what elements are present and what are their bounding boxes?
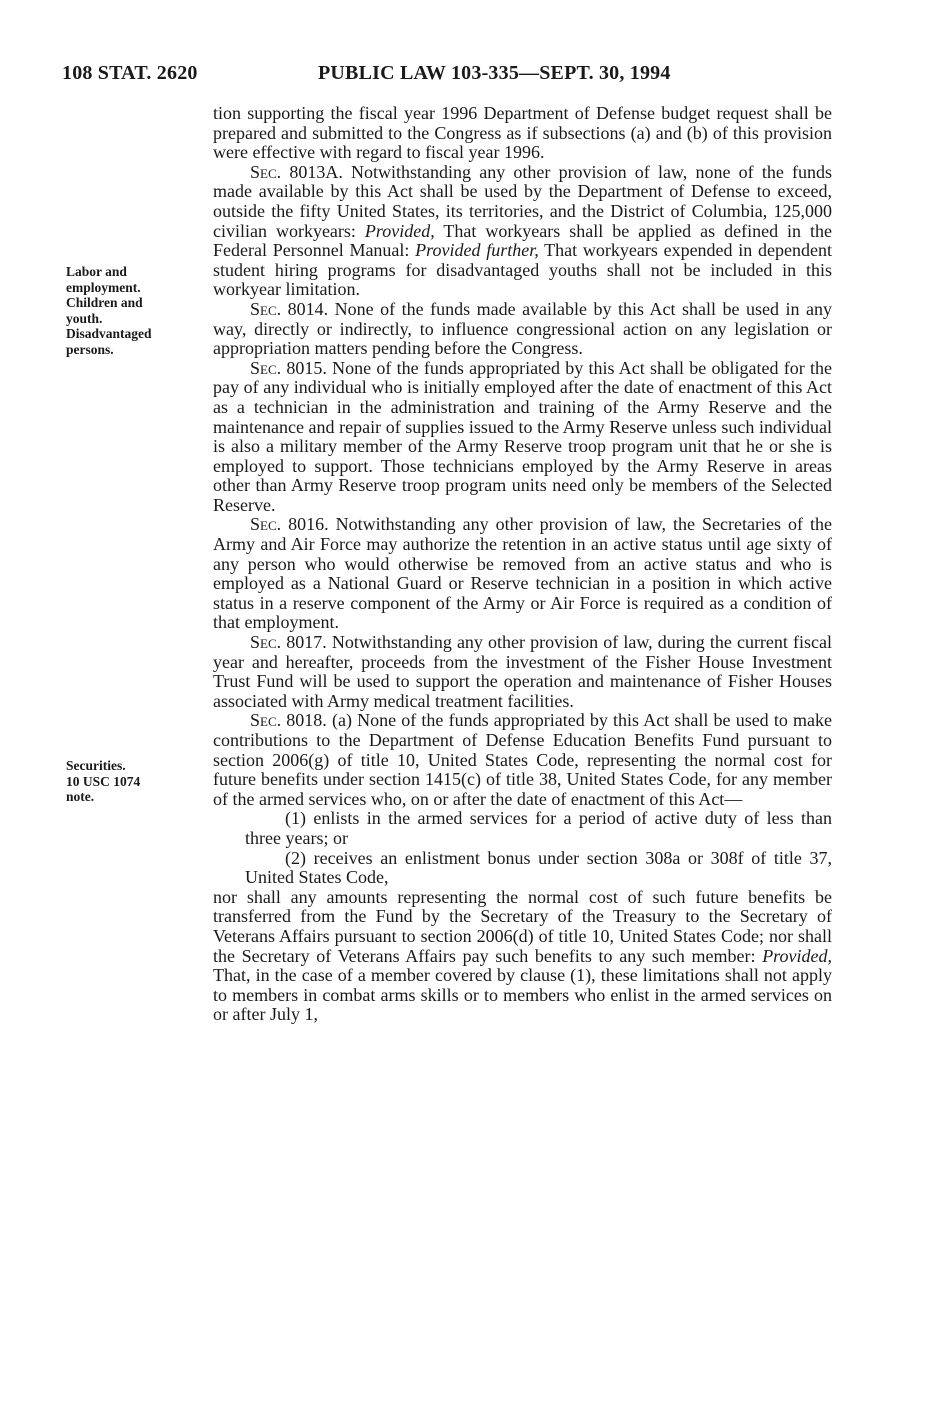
margin-note-securities: Securities. 10 USC 1074 note. bbox=[66, 758, 141, 804]
body-text bbox=[213, 104, 832, 1025]
section-8013a: Sec. 8013A. Notwithstanding any other provision of law, none of the funds made available by this Act shall be used by the Department of Defense to exceed, outside the fifty United States, its territories, and the District of Columbia, 125,000 civilian workyears: Provided, That workyears shall be applied as defined in the Federal Personnel Manual: Provided further, That workyears expended in dependent student hiring programs for disadvantaged youths shall not be included in this workyear limitation. bbox=[213, 161, 833, 300]
margin-note-labor: Labor and employment. Children and youth. Disadvantaged persons. bbox=[66, 264, 152, 357]
section-8017: Sec. 8017. Notwithstanding any other provision of law, during the current fiscal year and hereafter, proceeds from the investment of the Fisher House Investment Trust Fund will be used to support the operation and maintenance of Fisher Houses associated with Army medical treatment facilities. bbox=[213, 632, 833, 711]
clause-1: (1) enlists in the armed services for a period of active duty of less than three years; or bbox=[245, 808, 832, 848]
section-8018: Sec. 8018. (a) None of the funds appropriated by this Act shall be used to make contributions to the Department of Defense Education Benefits Fund pursuant to section 2006(g) of title 10, United States Code, representing the normal cost for future benefits under section 1415(c) of title 38, United States Code, for any member of the armed services who, on or after the date of enactment of this Act— bbox=[213, 710, 833, 809]
public-law-title: PUBLIC LAW 103-335—SEPT. 30, 1994 bbox=[318, 62, 671, 84]
section-8015: Sec. 8015. None of the funds appropriated by this Act shall be obligated for the pay of any individual who is initially employed after the date of enactment of this Act as a technician in the administration and training of the Army Reserve and the maintenance and repair of supplies issued to the Army Reserve unless such individual is also a military member of the Army Reserve troop program unit that he or she is employed to support. Those technicians employed by the Army Reserve in areas other than Army Reserve troop program units need only be members of the Selected Reserve. bbox=[213, 357, 832, 515]
section-8014: Sec. 8014. None of the funds made available by this Act shall be used in any way, directly or indirectly, to influence congressional action on any legislation or appropriation matters pending before the Congress. bbox=[213, 298, 832, 359]
paragraph-continuation: tion supporting the fiscal year 1996 Department of Defense budget request shall be prepared and submitted to the Congress as if subsections (a) and (b) of this provision were effective with regard to fiscal year 1996. bbox=[213, 103, 832, 163]
statute-page-number: 108 STAT. 2620 bbox=[62, 62, 198, 84]
section-8016: Sec. 8016. Notwithstanding any other provision of law, the Secretaries of the Army and Air Force may authorize the retention in an active status until age sixty of any person who would otherwise be removed from an active status and who is employed as a National Guard or Reserve technician in a position in which active status in a reserve component of the Army or Air Force is required as a condition of that employment. bbox=[213, 514, 832, 633]
clause-2: (2) receives an enlistment bonus under section 308a or 308f of title 37, United States Code, bbox=[245, 847, 832, 888]
section-8018-tail: nor shall any amounts representing the normal cost of such future benefits be transferred from the Fund by the Secretary of the Treasury to the Secretary of Veterans Affairs pursuant to section 2006(d) of title 10, United States Code; nor shall the Secretary of Veterans Affairs pay such benefits to any such member: Provided, That, in the case of a member covered by clause (1), these limitations shall not apply to members in combat arms skills or to members who enlist in the armed services on or after July 1, bbox=[213, 886, 832, 1025]
